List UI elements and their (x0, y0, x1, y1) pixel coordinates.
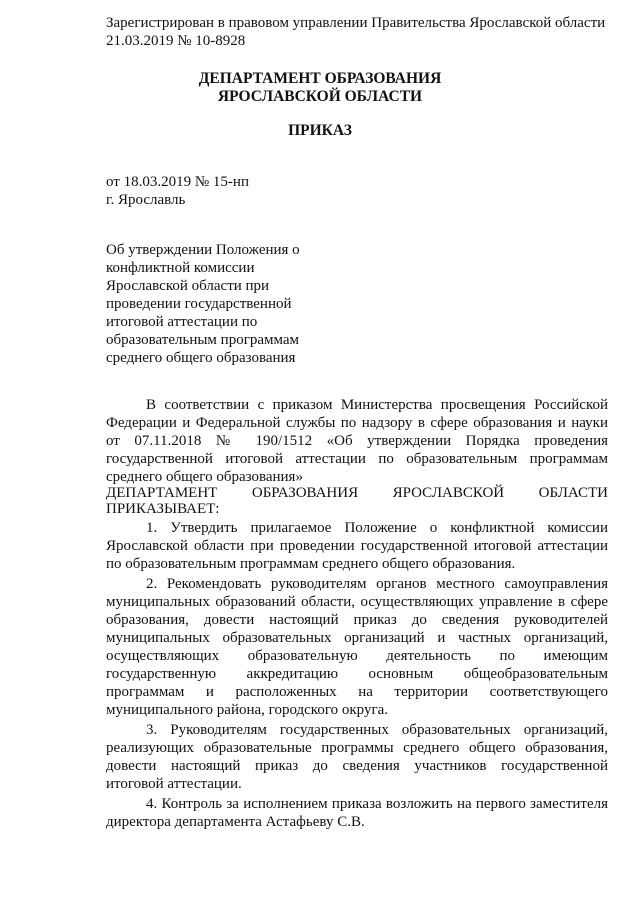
decree-line: ДЕПАРТАМЕНТ ОБРАЗОВАНИЯ ЯРОСЛАВСКОЙ ОБЛАСТИ (106, 485, 608, 501)
city: г. Ярославль (106, 192, 186, 208)
item-2-line: муниципальных образовательных организаций и частных организаций, (106, 630, 608, 646)
registration-line-1: Зарегистрирован в правовом управлении Правительства Ярославской области (106, 15, 606, 31)
item-1-line: Ярославской области при проведении государственной итоговой аттестации (106, 538, 608, 554)
subject-line: конфликтной комиссии (106, 260, 255, 276)
item-2-line: 2. Рекомендовать руководителям органов местного самоуправления (146, 576, 608, 592)
item-2-line: муниципальных образований области, осуществляющих управление в сфере (106, 594, 608, 610)
subject-line: проведении государственной (106, 296, 292, 312)
item-3-line: довести настоящий приказ до сведения участников государственной (106, 758, 608, 774)
item-2-line: муниципального района, городского округа. (106, 702, 389, 718)
item-2-line: образования, довести настоящий приказ до сведения руководителей (106, 612, 608, 628)
date-number: от 18.03.2019 № 15-нп (106, 174, 249, 190)
subject-line: итоговой аттестации по (106, 314, 258, 330)
subject-line: Ярославской области при (106, 278, 270, 294)
item-2-line: государственную аккредитацию основным общеобразовательным (106, 666, 608, 682)
item-3-line: итоговой аттестации. (106, 776, 242, 792)
item-4-line: 4. Контроль за исполнением приказа возложить на первого заместителя (146, 796, 608, 812)
item-2-line: осуществляющих образовательную деятельность по имеющим (106, 648, 608, 664)
item-3-line: 3. Руководителям государственных образовательных организаций, (146, 722, 608, 738)
issuer-line-1: ДЕПАРТАМЕНТ ОБРАЗОВАНИЯ (198, 70, 442, 87)
preamble-line: от 07.11.2018 № 190/1512 «Об утверждении Порядка проведения (106, 433, 608, 449)
document-type: ПРИКАЗ (288, 122, 352, 139)
item-1-line: 1. Утвердить прилагаемое Положение о конфликтной комиссии (146, 520, 608, 536)
subject-line: среднего общего образования (106, 350, 296, 366)
item-1-line: по образовательным программам среднего общего образования. (106, 556, 516, 572)
item-2-line: программам и расположенных на территории соответствующего (106, 684, 608, 700)
item-3-line: реализующих образовательные программы среднего общего образования, (106, 740, 608, 756)
preamble-line: государственной итоговой аттестации по образовательным программам (106, 451, 608, 467)
preamble-line: среднего общего образования» (106, 469, 303, 485)
registration-line-2: 21.03.2019 № 10-8928 (106, 33, 246, 49)
item-4-line: директора департамента Астафьеву С.В. (106, 814, 365, 830)
decree-line: ПРИКАЗЫВАЕТ: (106, 501, 220, 517)
subject-line: образовательным программам (106, 332, 300, 348)
preamble-line: Федерации и Федеральной службы по надзору в сфере образования и науки (106, 415, 608, 431)
preamble-line: В соответствии с приказом Министерства просвещения Российской (146, 397, 608, 413)
subject-line: Об утверждении Положения о (106, 242, 300, 258)
issuer-line-2: ЯРОСЛАВСКОЙ ОБЛАСТИ (217, 88, 423, 105)
